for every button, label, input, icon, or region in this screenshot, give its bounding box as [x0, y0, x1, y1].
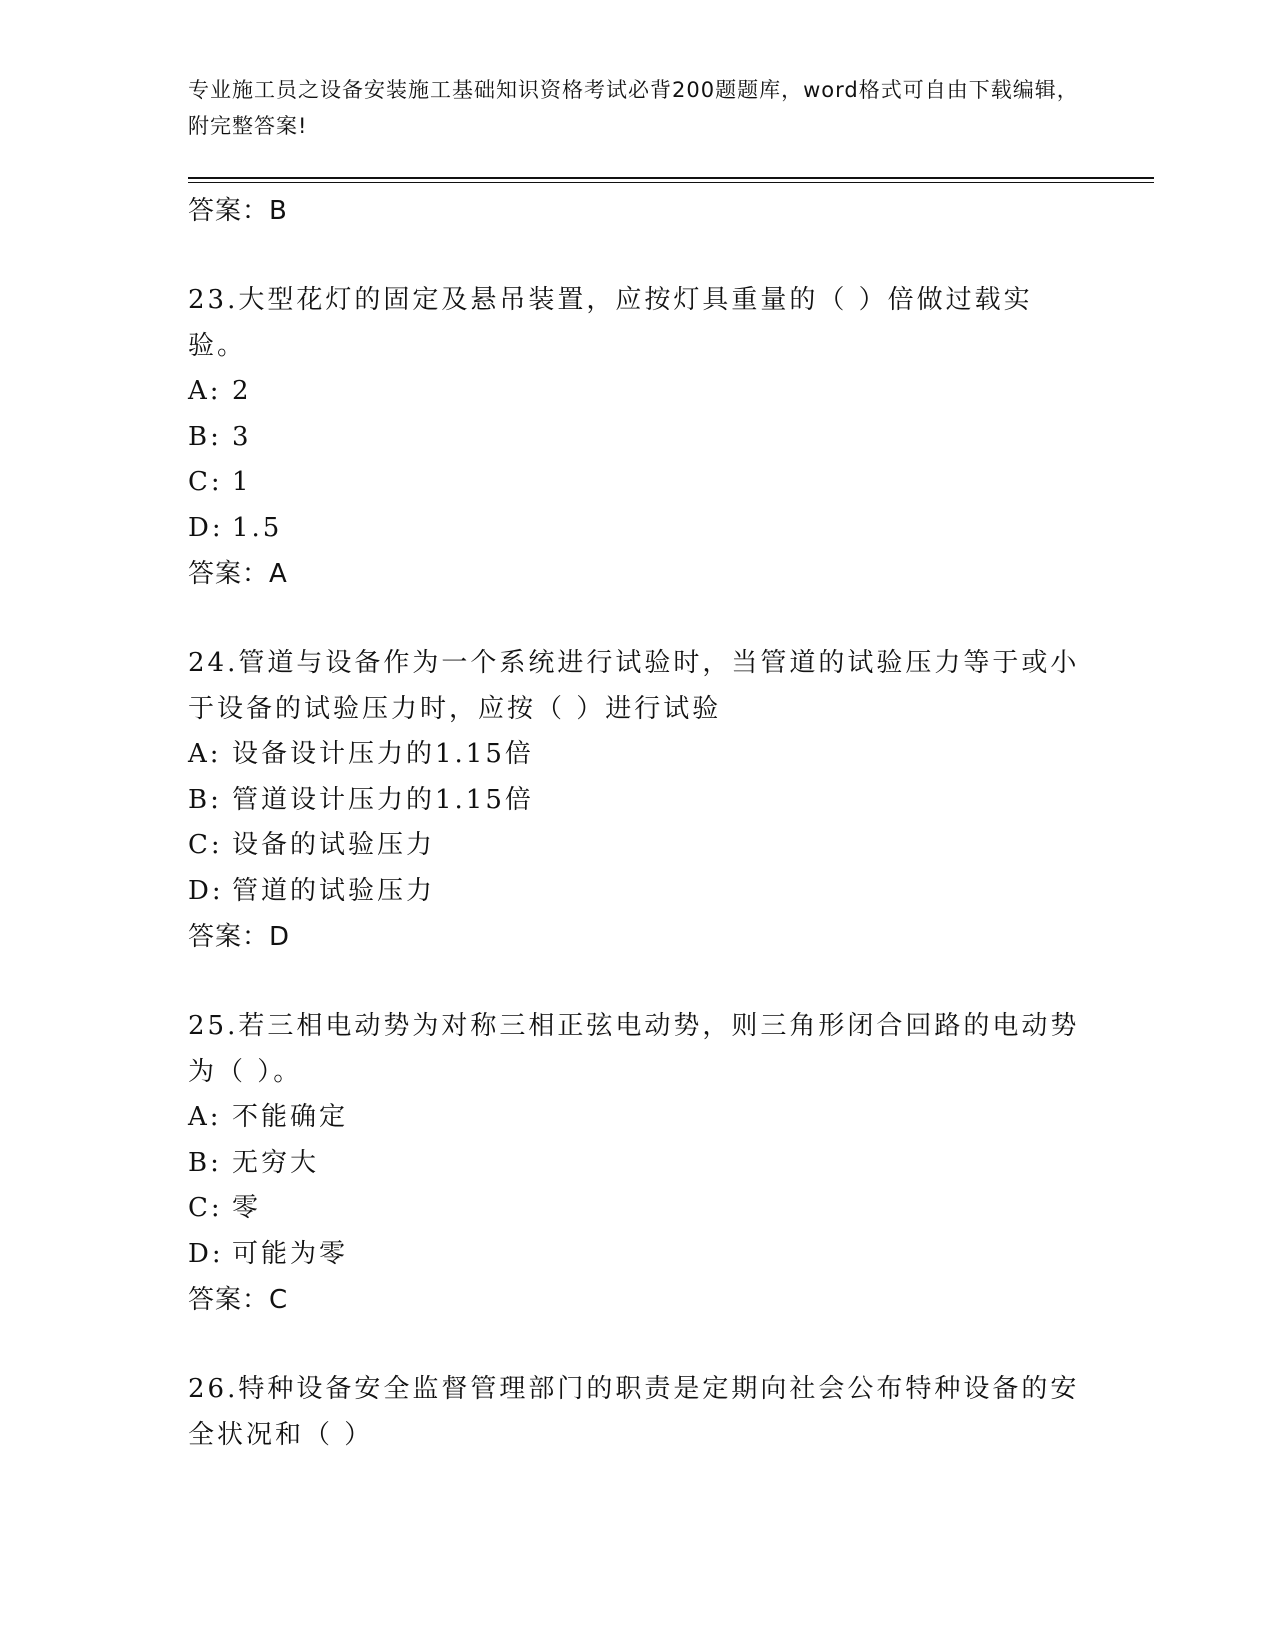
option-text: 2	[232, 376, 252, 406]
question-24-option-d	[188, 869, 1088, 915]
header-rule-thick	[188, 177, 1154, 179]
question-23-option-a	[188, 369, 1088, 415]
question-25-option-c	[188, 1186, 1088, 1232]
question-24-option-c	[188, 823, 1088, 869]
question-25-text: 25.若三相电动势为对称三相正弦电动势，则三角形闭合回路的电动势为（ ）。	[188, 1011, 1080, 1087]
option-letter: A:	[188, 376, 222, 406]
question-24-option-a	[188, 732, 1088, 778]
option-text: 可能为零	[232, 1238, 349, 1269]
option-letter: C:	[188, 830, 223, 860]
option-letter: B:	[188, 784, 222, 815]
question-23-text: 23.大型花灯的固定及悬吊装置，应按灯具重量的（ ）倍做过载实验。	[188, 285, 1033, 361]
option-text: 设备设计压力的1.15倍	[232, 739, 534, 769]
question-23-answer: 答案：A	[188, 559, 288, 589]
option-letter: A:	[188, 739, 222, 769]
question-26-text: 26.特种设备安全监督管理部门的职责是定期向社会公布特种设备的安全状况和（ ）	[188, 1374, 1080, 1450]
option-letter: D:	[188, 1238, 224, 1269]
question-24-answer: 答案：D	[188, 922, 291, 952]
question-23-option-d	[188, 506, 1088, 552]
question-25-option-d	[188, 1232, 1088, 1278]
question-25-option-a	[188, 1095, 1088, 1141]
option-letter: C:	[188, 467, 223, 497]
option-text: 1.5	[232, 512, 283, 543]
option-letter: A:	[188, 1102, 222, 1132]
question-23-option-c	[188, 460, 1088, 506]
option-text: 1	[232, 467, 252, 497]
option-text: 设备的试验压力	[232, 830, 436, 860]
question-24-text: 24.管道与设备作为一个系统进行试验时，当管道的试验压力等于或小于设备的试验压力时，应按（ ）进行试验	[188, 648, 1080, 724]
option-text: 3	[232, 421, 252, 452]
option-text: 零	[232, 1193, 262, 1223]
option-text: 管道的试验压力	[232, 875, 436, 906]
header-rule-thin	[188, 182, 1154, 183]
option-letter: B:	[188, 421, 222, 452]
answer-line-22: 答案：B	[188, 196, 288, 226]
document-body	[188, 188, 1088, 1458]
question-25-answer: 答案：C	[188, 1285, 289, 1315]
document-header: 专业施工员之设备安装施工基础知识资格考试必背200题题库，word格式可自由下载编辑，附完整答案!	[188, 78, 1079, 138]
option-text: 不能确定	[232, 1102, 349, 1132]
question-24-option-b	[188, 778, 1088, 824]
question-23-option-b	[188, 415, 1088, 461]
option-text: 管道设计压力的1.15倍	[232, 784, 534, 815]
option-letter: D:	[188, 512, 224, 543]
question-25-option-b	[188, 1141, 1088, 1187]
option-text: 无穷大	[232, 1147, 320, 1178]
option-letter: B:	[188, 1147, 222, 1178]
option-letter: D:	[188, 875, 224, 906]
option-letter: C:	[188, 1193, 223, 1223]
